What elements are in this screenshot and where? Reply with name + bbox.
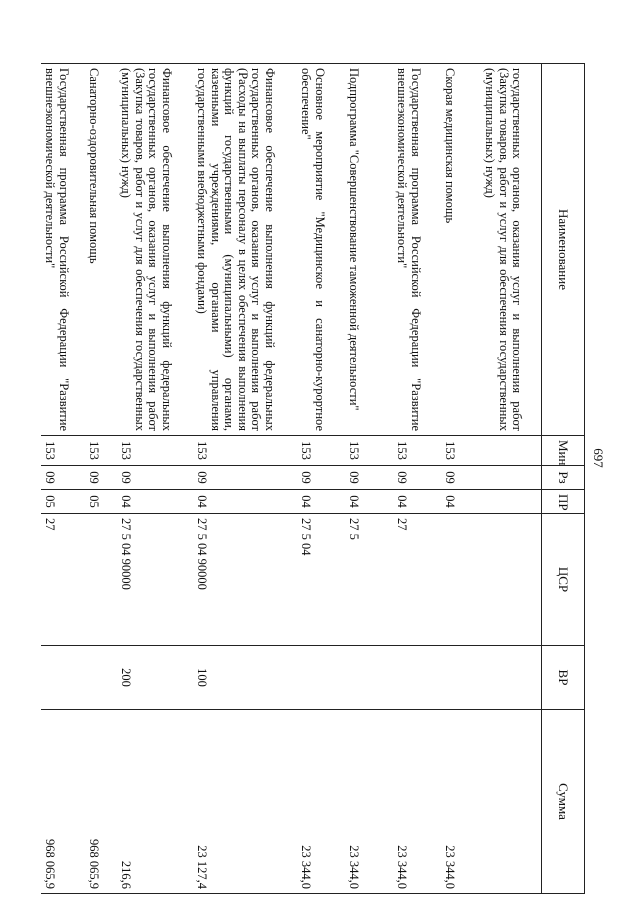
table-row: [441, 64, 481, 894]
budget-table: [41, 63, 585, 894]
table-row: [41, 64, 85, 894]
row-pr: 04: [441, 490, 481, 514]
row-min: 153: [441, 436, 481, 466]
row-rz: 09: [193, 466, 297, 490]
row-csr: [441, 514, 481, 646]
row-name: Скорая медицинская помощь: [441, 64, 481, 436]
row-sum: 23 344,0: [393, 710, 441, 894]
table-row: [393, 64, 441, 894]
row-vr: [345, 646, 393, 710]
page-number: 697: [591, 448, 606, 468]
row-vr: [393, 646, 441, 710]
row-min: 153: [393, 436, 441, 466]
row-rz: 09: [345, 466, 393, 490]
row-rz: 09: [117, 466, 193, 490]
row-min: 153: [85, 436, 117, 466]
row-csr: [85, 514, 117, 646]
table-header-row: [542, 64, 585, 894]
row-vr: [41, 646, 85, 710]
table-row: [297, 64, 345, 894]
rotated-page: [43, 63, 585, 893]
row-vr: [85, 646, 117, 710]
table-row: [85, 64, 117, 894]
row-pr: [481, 490, 542, 514]
header-vr: ВР: [542, 646, 585, 710]
row-csr: [481, 514, 542, 646]
row-pr: 05: [85, 490, 117, 514]
row-sum: 216,6: [117, 710, 193, 894]
row-sum: 968 065,9: [85, 710, 117, 894]
row-sum: 23 344,0: [441, 710, 481, 894]
table-row: [117, 64, 193, 894]
row-pr: 05: [41, 490, 85, 514]
row-name: Санаторно-оздоровительная помощь: [85, 64, 117, 436]
row-rz: 09: [393, 466, 441, 490]
row-csr: 27 5: [345, 514, 393, 646]
table-row: [193, 64, 297, 894]
row-vr: 100: [193, 646, 297, 710]
row-vr: [441, 646, 481, 710]
row-rz: [481, 466, 542, 490]
table-row: [345, 64, 393, 894]
row-name: Государственная программа Российской Федерации "Развитие внешнеэкономической деятельности": [41, 64, 85, 436]
header-pr: ПР: [542, 490, 585, 514]
header-sum: Сумма: [542, 710, 585, 894]
row-name: Финансовое обеспечение выполнения функций федеральных государственных органов, оказания услуг и выполнения работ (Расходы на выплаты персоналу в целях обеспечения выполнения функций государственными (муниципальными) органами, казенными учреждениями, органами управления государственными внебюджетными фондами): [193, 64, 297, 436]
header-min: Мин: [542, 436, 585, 466]
row-min: 153: [41, 436, 85, 466]
row-rz: 09: [297, 466, 345, 490]
row-name: Основное мероприятие "Медицинское и санаторно-курортное обеспечение": [297, 64, 345, 436]
row-sum: [481, 710, 542, 894]
row-rz: 09: [441, 466, 481, 490]
row-sum: 968 065,9: [41, 710, 85, 894]
row-min: [481, 436, 542, 466]
row-pr: 04: [345, 490, 393, 514]
row-min: 153: [345, 436, 393, 466]
row-rz: 09: [85, 466, 117, 490]
table-row: [481, 64, 542, 894]
row-min: 153: [193, 436, 297, 466]
row-name: Финансовое обеспечение выполнения функций федеральных государственных органов, оказания услуг и выполнения работ (Закупка товаров, работ и услуг для обеспечения государственных (муниципальных) нужд): [117, 64, 193, 436]
row-pr: 04: [393, 490, 441, 514]
header-name: Наименование: [542, 64, 585, 436]
row-vr: [297, 646, 345, 710]
row-csr: 27: [393, 514, 441, 646]
row-csr: 27 5 04 90000: [117, 514, 193, 646]
row-vr: 200: [117, 646, 193, 710]
row-name: государственных органов, оказания услуг и выполнения работ (Закупка товаров, работ и услуг для обеспечения государственных (муниципальных) нужд): [481, 64, 542, 436]
row-csr: 27: [41, 514, 85, 646]
row-pr: 04: [117, 490, 193, 514]
row-vr: [481, 646, 542, 710]
header-csr: ЦСР: [542, 514, 585, 646]
row-name: Государственная программа Российской Федерации "Развитие внешнеэкономической деятельности": [393, 64, 441, 436]
row-sum: 23 344,0: [345, 710, 393, 894]
row-name: Подпрограмма "Совершенствование таможенной деятельности": [345, 64, 393, 436]
row-pr: 04: [297, 490, 345, 514]
row-csr: 27 5 04 90000: [193, 514, 297, 646]
row-sum: 23 344,0: [297, 710, 345, 894]
row-rz: 09: [41, 466, 85, 490]
row-min: 153: [297, 436, 345, 466]
row-csr: 27 5 04: [297, 514, 345, 646]
row-pr: 04: [193, 490, 297, 514]
header-rz: Рз: [542, 466, 585, 490]
row-min: 153: [117, 436, 193, 466]
row-sum: 23 127,4: [193, 710, 297, 894]
